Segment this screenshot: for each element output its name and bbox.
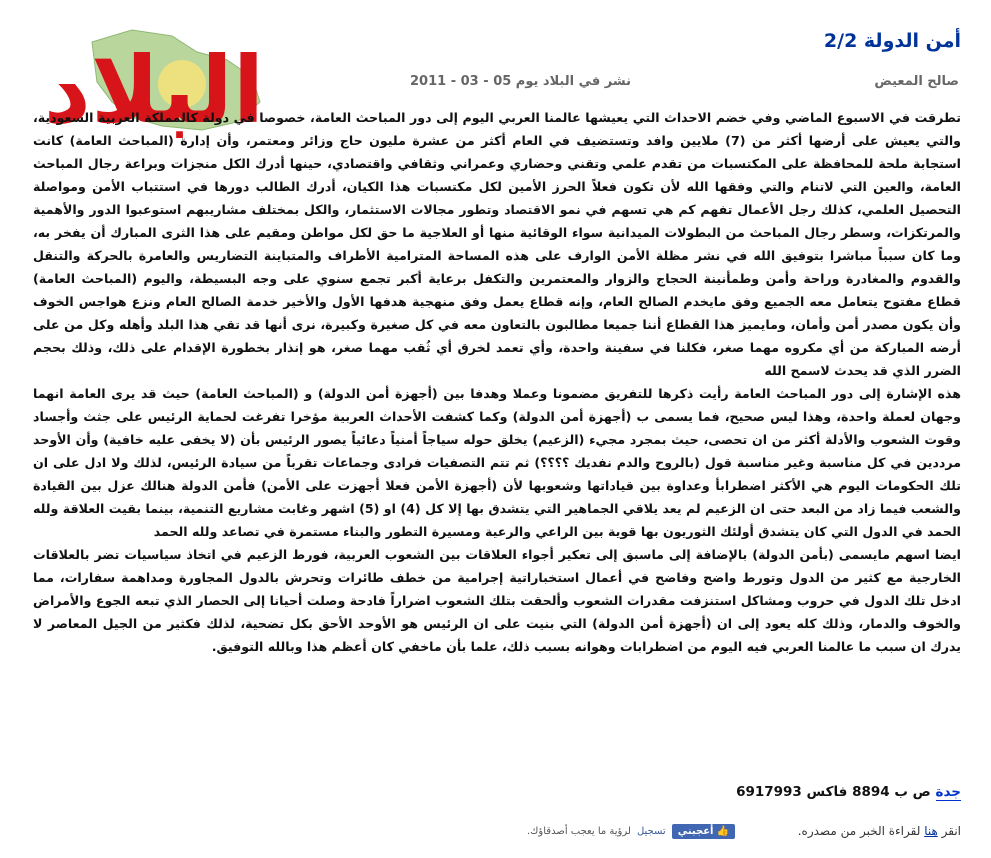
source-prefix: انقر: [941, 824, 961, 838]
publish-date: نشر في البلاد يوم 05 - 03 - 2011: [410, 74, 631, 89]
thumbs-up-icon: 👍: [716, 826, 729, 837]
article-body: [33, 106, 961, 658]
article-paragraph: تطرقت في الاسبوع الماضي وفي خضم الاحداث التي يعيشها عالمنا العربي اليوم إلى دور المباحث العامة، خصوصا في دولة كالمملكة العربية السعودية، والتي يعيش على أرضها أكثر من (7) ملايين وافد وتستضيف في العام أكثر من عشرة مليون حاج وزائر ومعتمر، وأن إدارة (المباحث العامة) كانت استجابة ملحة للمحافظة على المكتسبات من تقدم علمي وتقني وحضاري وعمراني وثقافي واقتصادي، حينها أدرك الكل منجزات وبراعة رجال المباحث العامة، والعين التي لاتنام والتي وفقها الله لأن تكون فعلاً الحرز الأمين لكل مكتسبات هذا الكيان، أدرك الطالب دورها في استتباب الأمن ومواصلة التحصيل العلمي، كذلك رجل الأعمال تفهم كم هي تسهم في نمو الاقتصاد وتطور مجالات الاستثمار، والكل بمختلف مشاريبهم استوعبوا الدور والأهمية والمرتكزات، وسطر رجال المباحث من البطولات الميدانية سواء الوقائية منها أو العلاجية ما حق لكل مواطن ومقيم على هذا الثرى المبارك أن يفخر به، وما كان سبباً مباشرا بتوفيق الله في نشر مظلة الأمن الوارف على هذه المساحة المترامية الأطراف والمتباينة التضاريس والعامرة بالحركة والتنقل والقدوم والمغادرة وراحة وأمن وطمأنينة الحجاج والزوار والمعتمرين والتكفل برعاية أكبر تجمع سنوي على وجه البسيطة، واليوم (المباحث العامة) قطاع مفتوح يتعامل معه الجميع وفق مايخدم الصالح العام، وإنه قطاع يعمل وفق منهجية هدفها الأول والأخير خدمة الصالح العام ونزع هواجس الخوف وأن يكون مصدر أمن وأمان، ومايميز هذا القطاع أننا جميعا مطالبون بالتعاون معه في كل صغيرة وكبيرة، نرى أنها قد تقي هذا البلد وأهله وكل من على أرضه المباركة من أي مكروه مهما صغر، فكلنا في سفينة واحدة، وأي تعمد لخرق أي ثُقب مهما صغر، هو إنذار بخطورة الإقدام على ذلك، وذلك بحجم الضرر الذي قد يحدث لاسمح الله: [33, 110, 961, 378]
facebook-like-widget: [527, 824, 735, 839]
article-title: أمن الدولة 2/2: [823, 30, 961, 52]
like-button-label: أعجبني: [677, 826, 714, 837]
like-button[interactable]: [672, 824, 735, 839]
article-paragraph: هذه الإشارة إلى دور المباحث العامة رأيت ذكرها للتفريق مضمونا وعملا وهدفا بين (أجهزة أمن الدولة) و (المباحث العامة) حيث قد يرى العامة انهما وجهان لعملة واحدة، وهذا ليس صحيح، فما يسمى ب (أجهزة أمن الدولة) وكما كشفت الأحداث العربية مؤخرا تفرغت لحماية الرئيس على جثث وأجساد وقوت الشعوب والأدلة أكثر من ان تحصى، حيث بمجرد مجيء (الزعيم) يخلق حوله سياجاً أمنياً دعائياً يصور الرئيس بأن (لا يخفى عليه خافية) وأن الأوحد مرددين في كل مناسبة وغير مناسبة قول (بالروح والدم نفديك ؟؟؟؟) ثم تتم التصفيات فرادى وجماعات تقرباً من سيادة الرئيس، لذلك ولا ادل على ان تلك الحكومات اليوم هي الأكثر اضطرابأ وعداوة بين قياداتها وشعوبها لأن (أجهزة الأمن فعلا أجهزت على الأمن) فأمن الدولة هنالك عزل بين القيادة والشعب فيما زاد من البعد حتى ان الزعيم لم يعد يلاقي الجماهير التي يتشدق بها إلا كل (4) او (5) اشهر وغابت مشاريع التنمية، بينما بقيت العلاقة ولله الحمد في الدول التي كان يتشدق أولئك الثوريون بها قوية بين الراعي والرعية ومسيرة التطور والبناء مستمرة في تصاعد ولله الحمد: [33, 386, 961, 539]
like-signup-text: لرؤية ما يعجب أصدقاؤك.: [527, 826, 631, 837]
article-paragraph: ايضا اسهم مايسمى (بأمن الدولة) بالإضافة إلى ماسبق إلى تعكير أجواء العلاقات بين الشعوب العربية، فورط الزعيم في اتخاذ سياسيات تضر بالعلاقات الخارجية مع كثير من الدول وتورط واضح وفاضح في أعمال استخباراتية إجرامية من خطف طائرات وتحرش بالدول المجاورة ومداهمة سفارات، مما ادخل تلك الدول في حروب ومشاكل استنزفت مقدرات الشعوب وألحقت بتلك الشعوب اضراراً فادحة وصلت أحيانا إلى الحصار الذي تبعه الجوع والأمراض والخوف والدمار، وذلك كله يعود إلى ان (أجهزة أمن الدولة) التي بنيت على ان الرئيس هو الأوحد الأحق بكل تضحية، لذلك فكثير من الجيل المعاصر لا يدرك ان سبب ما عالمنا العربي فيه اليوم من اضطرابات وهوانه بسبب ذلك، علما بأن ماخفي كان أعظم هذا وبالله التوفيق.: [33, 547, 961, 654]
author-signature: [736, 784, 961, 800]
signature-city: جدة: [935, 784, 961, 800]
source-link-line: [798, 824, 961, 838]
signature-contact: ص ب 8894 فاكس 6917993: [736, 784, 931, 800]
source-link[interactable]: هنا: [924, 824, 938, 838]
like-signup-link[interactable]: تسجيل: [636, 826, 666, 837]
logo-wordmark: البلاد: [43, 37, 265, 142]
author-name: صالح المعيض: [874, 74, 959, 89]
source-suffix: لقراءة الخبر من مصدره.: [797, 824, 921, 838]
